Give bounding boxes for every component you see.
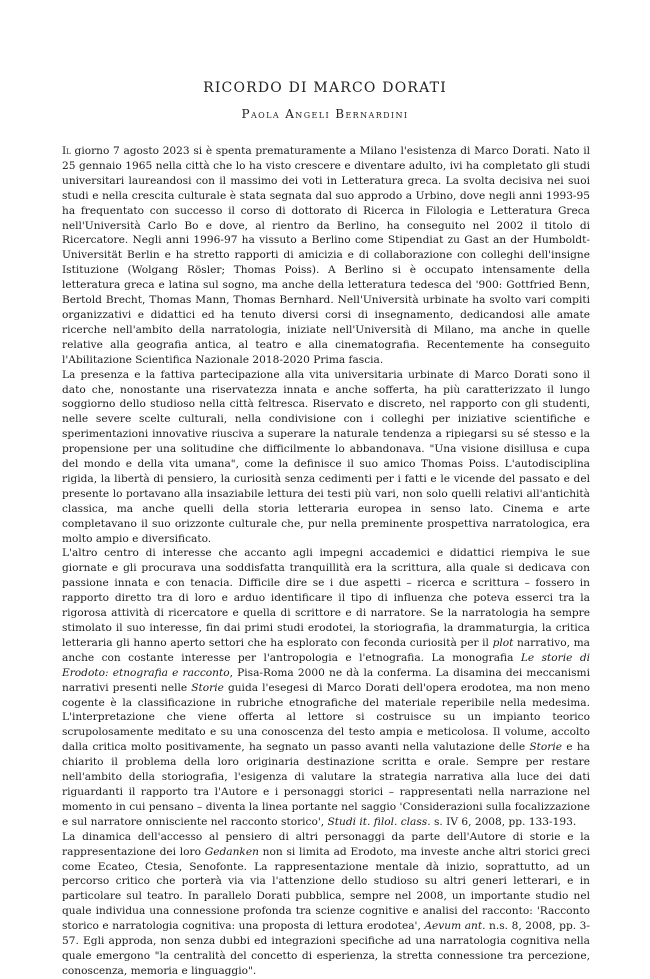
paragraph-3-text-a: L'altro centro di interesse che accanto agli impegni accademici e didattici riempiva le sue giornate e gli procurava una soddisfatta tranquillità era la scrittura, alla quale si dedicava con passione innata e con tenacia. Difficile dire se i due aspetti – ricerca e scrittura – fossero in rapporto diretto tra di loro e arduo identificare il tipo di influenza che poteva esserci tra la rigorosa attività di ricercatore e quella di scrittore e di narratore. Se la narratologia ha sempre stimolato il suo interesse, fin dai primi studi erodotei, la storiografia, la drammaturgia, la critica letteraria gli hanno aperto settori che ha esplorato con feconda curiosità per il xyxy=(62,547,590,649)
page-title: RICORDO DI MARCO DORATI xyxy=(203,80,447,96)
paragraph-4-text-a: La dinamica dell'accesso al pensiero di altri personaggi da parte dell'Autore di storie e la rappresentazione dei loro xyxy=(62,830,590,858)
paragraph-3-text-f: s. IV 6, 2008, pp. 133-193. xyxy=(430,815,577,828)
article-body xyxy=(62,144,590,979)
paragraph-4 xyxy=(62,830,590,979)
paragraph-1-lead: Il xyxy=(62,145,71,157)
paragraph-3-italic-storie-2: Storie xyxy=(529,741,563,754)
paragraph-4-text-b: non si limita ad Erodoto, ma investe anche altri storici greci come Ecateo, Ctesia, Senofonte. La rappresentazione mentale dà inizio, soprattutto, ad un percorso critico che porterà via via l'attenzione dello studioso su altri generi letterari, e in particolare sul teatro. In parallelo Dorati pubblica, sempre nel 2008, un importante studio nel quale individua una connessione profonda tra scienze cognitive e analisi del racconto: 'Racconto storico e narratologia cognitiva: una proposta di lettura erodotea', xyxy=(62,845,590,933)
paragraph-3-text-c: , Pisa-Roma 2000 ne dà la conferma. La disamina dei meccanismi narrativi presenti nelle xyxy=(62,666,590,694)
paragraph-4-italic-gedanken: Gedanken xyxy=(204,845,259,858)
paragraph-3-text-b: narrativo, ma anche con costante interesse per l'antropologia e l'etnografia. La monografia xyxy=(62,636,590,664)
paragraph-3-italic-storie-1: Storie xyxy=(191,681,224,694)
journal-title-studi-it: Studi it. filol. class. xyxy=(327,815,431,828)
author-name: Paola Angeli Bernardini xyxy=(241,107,409,121)
paragraph-1-text: giorno 7 agosto 2023 si è spenta prematuramente a Milano l'esistenza di Marco Dorati. Nato il 25 gennaio 1965 nella città che lo ha visto crescere e diventare adulto, ivi ha completato gli studi universitari laureandosi con il massimo dei voti in Letteratura greca. La svolta decisiva nei suoi studi e nella crescita culturale è stata segnata dal suo approdo a Urbino, dove negli anni 1993-95 ha frequentato con successo il corso di dottorato di Ricerca in Filologia e Letteratura Greca nell'Università Carlo Bo e dove, al rientro da Berlino, ha conseguito nel 2002 il titolo di Ricercatore. Negli anni 1996-97 ha vissuto a Berlino come Stipendiat zu Gast an der Humboldt-Universität Berlin e ha stretto rapporti di amicizia e di collaborazione con colleghi dell'insigne Istituzione (Wolgang Rösler; Thomas Poiss). A Berlino si è occupato intensamente della letteratura greca e latina sul sogno, ma anche della letteratura tedesca del '900: Gottfried Benn, Bertold Brecht, Thomas Mann, Thomas Bernhard. Nell'Università urbinate ha svolto vari compiti organizzativi e didattici ed ha tenuto diversi corsi di insegnamento, dedicandosi alle amate ricerche nell'ambito della narratologia, iniziate nell'Università di Milano, ma anche in quelle relative alla geografia antica, al teatro e alla cinematografia. Recentemente ha conseguito l'Abilitazione Scientifica Nazionale 2018-2020 Prima fascia. xyxy=(62,145,590,366)
book-title-storie-erodoto: Le storie di Erodoto: etnografia e racconto xyxy=(62,651,590,679)
paragraph-3 xyxy=(62,546,590,829)
paragraph-3-text-d: guida l'esegesi di Marco Dorati dell'opera erodotea, ma non meno cogente è la classificazione in rubriche etnografiche del materiale reperibile nella medesima. L'interpretazione che viene offerta al lettore si costruisce su un impianto teorico scrupolosamente meditato e su una conoscenza del testo ampia e meticolosa. Il volume, accolto dalla critica molto positivamente, ha segnato un passo avanti nella valutazione delle xyxy=(62,681,590,754)
paragraph-3-italic-plot: plot xyxy=(492,636,514,649)
journal-title-aevum: Aevum ant. xyxy=(424,920,486,933)
paragraph-2: La presenza e la fattiva partecipazione alla vita universitaria urbinate di Marco Dorati sono il dato che, nonostante una riservatezza innata e anche sofferta, ha più caratterizzato il lungo soggiorno dello studioso nella città feltresca. Riservato e discreto, nel rapporto con gli studenti, nelle severe scelte culturali, nella condivisione con i colleghi per iniziative scientifiche e sperimentazioni innovative riusciva a superare la naturale tendenza a ripiegarsi su sé stesso e la propensione per una solitudine che difficilmente lo abbandonava. "Una visione disillusa e cupa del mondo e della vita umana", come la definisce il suo amico Thomas Poiss. L'autodisciplina rigida, la libertà di pensiero, la curiosità senza cedimenti per i fatti e le vicende del passato e del presente lo portavano alla insaziabile lettura dei testi più vari, non solo quelli relativi all'antichità classica, ma anche quelli della storia letteraria europea in senso lato. Cinema e arte completavano il suo orizzonte culturale che, pur nella preminente prospettiva narratologica, era molto ampio e diversificato. xyxy=(62,368,590,545)
paragraph-4-text-c: n.s. 8, 2008, pp. 3-57. Egli approda, non senza dubbi ed integrazioni specifiche ad una narratologia cognitiva nella quale emergono "la centralità del concetto di esperienza, la stretta connessione tra percezione, conoscenza, memoria e linguaggio". xyxy=(62,920,590,977)
paragraph-3-text-e: e ha chiarito il problema della loro originaria destinazione scritta e orale. Sempre per restare nell'ambito della storiografia, l'esigenza di valutare la strategia narrativa alla luce dei dati riguardanti il rapporto tra l'Autore e i personaggi storici – rappresentati nella narrazione nel momento in cui pensano – diventa la linea portante nel saggio 'Considerazioni sulla focalizzazione e sul narratore onnisciente nel racconto storico', xyxy=(62,741,590,828)
paragraph-1 xyxy=(62,144,590,368)
